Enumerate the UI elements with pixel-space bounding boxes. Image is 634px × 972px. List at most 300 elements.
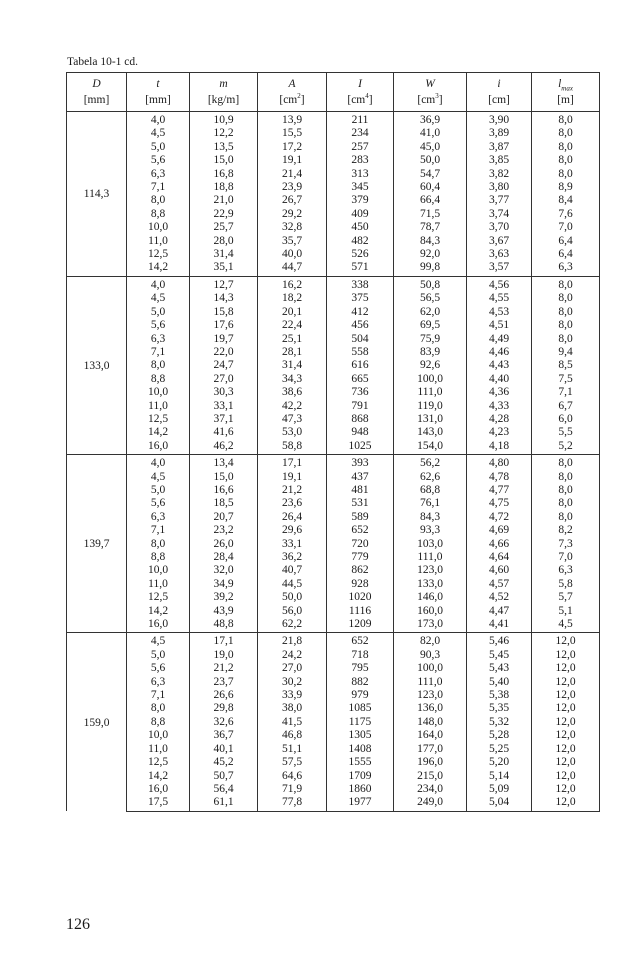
thickness-cell: 6,3 [127,676,190,689]
gyration-cell: 3,70 [467,221,532,234]
table-row [67,373,600,386]
max-length-cell: 8,0 [532,168,600,181]
mass-cell: 13,4 [190,455,258,471]
inertia-cell: 779 [327,551,394,564]
thickness-cell: 6,3 [127,511,190,524]
max-length-cell: 9,4 [532,346,600,359]
mass-cell: 48,8 [190,618,258,633]
mass-cell: 25,7 [190,221,258,234]
max-length-cell: 8,0 [532,471,600,484]
inertia-cell: 948 [327,426,394,439]
table-row [67,306,600,319]
thickness-cell: 5,6 [127,662,190,675]
inertia-cell: 283 [327,154,394,167]
inertia-cell: 504 [327,333,394,346]
table-row [67,729,600,742]
table-row [67,319,600,332]
page-number: 126 [66,916,90,933]
table-row [67,400,600,413]
modulus-cell: 62,0 [394,306,467,319]
max-length-cell: 8,0 [532,306,600,319]
thickness-cell: 4,5 [127,633,190,649]
mass-cell: 13,5 [190,141,258,154]
mass-cell: 46,2 [190,440,258,455]
table-row [67,413,600,426]
gyration-cell: 5,45 [467,649,532,662]
inertia-cell: 736 [327,386,394,399]
area-cell: 23,9 [258,181,327,194]
thickness-cell: 8,8 [127,208,190,221]
area-cell: 13,9 [258,112,327,128]
modulus-cell: 160,0 [394,605,467,618]
inertia-cell: 652 [327,524,394,537]
gyration-cell: 4,60 [467,564,532,577]
thickness-cell: 5,0 [127,649,190,662]
max-length-cell: 8,0 [532,333,600,346]
modulus-cell: 84,3 [394,511,467,524]
inertia-cell: 558 [327,346,394,359]
mass-cell: 12,7 [190,276,258,292]
modulus-cell: 68,8 [394,484,467,497]
max-length-cell: 12,0 [532,702,600,715]
mass-cell: 16,8 [190,168,258,181]
max-length-cell: 8,0 [532,276,600,292]
diameter-cell: 114,3 [67,112,127,277]
thickness-cell: 7,1 [127,346,190,359]
mass-cell: 18,5 [190,497,258,510]
max-length-cell: 8,0 [532,112,600,128]
header-area: A $[cm^2]$ [258,73,327,112]
gyration-cell: 4,69 [467,524,532,537]
thickness-cell: 16,0 [127,783,190,796]
area-cell: 29,6 [258,524,327,537]
table-row [67,235,600,248]
thickness-cell: 5,6 [127,154,190,167]
table-row [67,605,600,618]
thickness-cell: 7,1 [127,524,190,537]
mass-cell: 21,0 [190,194,258,207]
max-length-cell: 4,5 [532,618,600,633]
gyration-cell: 4,43 [467,359,532,372]
mass-cell: 21,2 [190,662,258,675]
area-cell: 41,5 [258,716,327,729]
modulus-cell: 56,2 [394,455,467,471]
gyration-cell: 5,43 [467,662,532,675]
inertia-cell: 1085 [327,702,394,715]
thickness-cell: 12,5 [127,591,190,604]
mass-cell: 18,8 [190,181,258,194]
modulus-cell: 50,8 [394,276,467,292]
inertia-cell: 526 [327,248,394,261]
area-cell: 40,0 [258,248,327,261]
mass-cell: 19,0 [190,649,258,662]
modulus-cell: 154,0 [394,440,467,455]
inertia-cell: 791 [327,400,394,413]
mass-cell: 22,0 [190,346,258,359]
gyration-cell: 3,77 [467,194,532,207]
area-cell: 20,1 [258,306,327,319]
modulus-cell: 196,0 [394,756,467,769]
mass-cell: 32,6 [190,716,258,729]
table-row [67,248,600,261]
max-length-cell: 6,7 [532,400,600,413]
table-row [67,359,600,372]
area-cell: 46,8 [258,729,327,742]
max-length-cell: 12,0 [532,743,600,756]
inertia-cell: 720 [327,538,394,551]
gyration-cell: 5,28 [467,729,532,742]
area-cell: 77,8 [258,796,327,811]
pipe-properties-table [66,72,600,812]
mass-cell: 33,1 [190,400,258,413]
header-max-length: $l_{max}$ [m] [532,73,600,112]
mass-cell: 56,4 [190,783,258,796]
max-length-cell: 8,9 [532,181,600,194]
thickness-cell: 11,0 [127,400,190,413]
max-length-cell: 5,5 [532,426,600,439]
table-row [67,386,600,399]
max-length-cell: 7,1 [532,386,600,399]
mass-cell: 41,6 [190,426,258,439]
table-caption: Tabela 10-1 cd. [67,56,139,68]
max-length-cell: 7,3 [532,538,600,551]
inertia-cell: 313 [327,168,394,181]
thickness-cell: 14,2 [127,605,190,618]
max-length-cell: 6,3 [532,261,600,276]
modulus-cell: 100,0 [394,373,467,386]
thickness-cell: 12,5 [127,413,190,426]
table-row [67,689,600,702]
gyration-cell: 3,74 [467,208,532,221]
modulus-cell: 45,0 [394,141,467,154]
modulus-cell: 146,0 [394,591,467,604]
mass-cell: 26,0 [190,538,258,551]
gyration-cell: 4,53 [467,306,532,319]
gyration-cell: 4,64 [467,551,532,564]
inertia-cell: 1977 [327,796,394,811]
max-length-cell: 8,0 [532,511,600,524]
area-cell: 22,4 [258,319,327,332]
inertia-cell: 379 [327,194,394,207]
gyration-cell: 5,04 [467,796,532,811]
area-cell: 21,4 [258,168,327,181]
max-length-cell: 7,5 [532,373,600,386]
mass-cell: 61,1 [190,796,258,811]
area-cell: 21,8 [258,633,327,649]
inertia-cell: 393 [327,455,394,471]
table-row [67,591,600,604]
mass-cell: 23,2 [190,524,258,537]
inertia-cell: 1175 [327,716,394,729]
max-length-cell: 8,4 [532,194,600,207]
table-row [67,440,600,455]
gyration-cell: 4,49 [467,333,532,346]
gyration-cell: 3,87 [467,141,532,154]
modulus-cell: 90,3 [394,649,467,662]
thickness-cell: 11,0 [127,743,190,756]
thickness-cell: 7,1 [127,689,190,702]
thickness-cell: 7,1 [127,181,190,194]
header-section-modulus: W $[cm^3]$ [394,73,467,112]
thickness-cell: 8,0 [127,194,190,207]
max-length-cell: 7,0 [532,221,600,234]
inertia-cell: 456 [327,319,394,332]
gyration-cell: 4,66 [467,538,532,551]
max-length-cell: 8,0 [532,127,600,140]
area-cell: 26,7 [258,194,327,207]
area-cell: 56,0 [258,605,327,618]
max-length-cell: 8,0 [532,292,600,305]
mass-cell: 29,8 [190,702,258,715]
area-cell: 23,6 [258,497,327,510]
area-cell: 64,6 [258,770,327,783]
mass-cell: 15,0 [190,154,258,167]
table-row [67,564,600,577]
max-length-cell: 12,0 [532,729,600,742]
gyration-cell: 3,89 [467,127,532,140]
inertia-cell: 481 [327,484,394,497]
inertia-cell: 1709 [327,770,394,783]
area-cell: 16,2 [258,276,327,292]
mass-cell: 20,7 [190,511,258,524]
table-row [67,702,600,715]
mass-cell: 31,4 [190,248,258,261]
table-row [67,676,600,689]
area-cell: 15,5 [258,127,327,140]
modulus-cell: 173,0 [394,618,467,633]
mass-cell: 39,2 [190,591,258,604]
table-row [67,716,600,729]
mass-cell: 30,3 [190,386,258,399]
max-length-cell: 8,5 [532,359,600,372]
mass-cell: 45,2 [190,756,258,769]
inertia-cell: 928 [327,578,394,591]
header-thickness: t [mm] [127,73,190,112]
mass-cell: 35,1 [190,261,258,276]
mass-cell: 28,4 [190,551,258,564]
area-cell: 40,7 [258,564,327,577]
gyration-cell: 5,14 [467,770,532,783]
mass-cell: 32,0 [190,564,258,577]
gyration-cell: 4,47 [467,605,532,618]
modulus-cell: 92,0 [394,248,467,261]
modulus-cell: 234,0 [394,783,467,796]
modulus-cell: 136,0 [394,702,467,715]
thickness-cell: 8,8 [127,551,190,564]
thickness-cell: 10,0 [127,729,190,742]
inertia-cell: 882 [327,676,394,689]
modulus-cell: 148,0 [394,716,467,729]
mass-cell: 15,0 [190,471,258,484]
modulus-cell: 100,0 [394,662,467,675]
max-length-cell: 5,2 [532,440,600,455]
modulus-cell: 123,0 [394,689,467,702]
area-cell: 18,2 [258,292,327,305]
table-row [67,524,600,537]
gyration-cell: 3,57 [467,261,532,276]
header-radius-of-gyration: i [cm] [467,73,532,112]
modulus-cell: 83,9 [394,346,467,359]
modulus-cell: 99,8 [394,261,467,276]
thickness-cell: 14,2 [127,426,190,439]
thickness-cell: 4,0 [127,112,190,128]
mass-cell: 16,6 [190,484,258,497]
inertia-cell: 412 [327,306,394,319]
gyration-cell: 4,51 [467,319,532,332]
table-row [67,633,600,649]
table-body [67,112,600,812]
modulus-cell: 60,4 [394,181,467,194]
inertia-cell: 979 [327,689,394,702]
modulus-cell: 78,7 [394,221,467,234]
thickness-cell: 16,0 [127,440,190,455]
table-row [67,578,600,591]
table-row [67,154,600,167]
table-row [67,618,600,633]
max-length-cell: 8,0 [532,484,600,497]
inertia-cell: 1408 [327,743,394,756]
inertia-cell: 450 [327,221,394,234]
modulus-cell: 76,1 [394,497,467,510]
table-row [67,168,600,181]
mass-cell: 27,0 [190,373,258,386]
diameter-cell: 139,7 [67,455,127,633]
thickness-cell: 8,8 [127,373,190,386]
area-cell: 31,4 [258,359,327,372]
max-length-cell: 8,0 [532,319,600,332]
max-length-cell: 12,0 [532,770,600,783]
thickness-cell: 12,5 [127,756,190,769]
modulus-cell: 111,0 [394,386,467,399]
gyration-cell: 4,56 [467,276,532,292]
gyration-cell: 3,82 [467,168,532,181]
header-row [67,73,600,112]
mass-cell: 43,9 [190,605,258,618]
inertia-cell: 531 [327,497,394,510]
modulus-cell: 93,3 [394,524,467,537]
modulus-cell: 133,0 [394,578,467,591]
modulus-cell: 66,4 [394,194,467,207]
max-length-cell: 6,3 [532,564,600,577]
gyration-cell: 4,40 [467,373,532,386]
gyration-cell: 5,40 [467,676,532,689]
diameter-cell: 159,0 [67,633,127,811]
thickness-cell: 14,2 [127,770,190,783]
mass-cell: 24,7 [190,359,258,372]
thickness-cell: 14,2 [127,261,190,276]
inertia-cell: 437 [327,471,394,484]
max-length-cell: 6,4 [532,248,600,261]
gyration-cell: 4,78 [467,471,532,484]
inertia-cell: 211 [327,112,394,128]
table-row [67,221,600,234]
thickness-cell: 10,0 [127,221,190,234]
modulus-cell: 131,0 [394,413,467,426]
table-row [67,783,600,796]
thickness-cell: 11,0 [127,578,190,591]
thickness-cell: 6,3 [127,333,190,346]
area-cell: 27,0 [258,662,327,675]
inertia-cell: 338 [327,276,394,292]
table-row [67,276,600,292]
modulus-cell: 56,5 [394,292,467,305]
gyration-cell: 4,57 [467,578,532,591]
inertia-cell: 1020 [327,591,394,604]
table-row [67,333,600,346]
gyration-cell: 4,46 [467,346,532,359]
modulus-cell: 103,0 [394,538,467,551]
mass-cell: 14,3 [190,292,258,305]
modulus-cell: 215,0 [394,770,467,783]
area-cell: 30,2 [258,676,327,689]
area-cell: 38,6 [258,386,327,399]
table-row [67,141,600,154]
diameter-cell: 133,0 [67,276,127,454]
inertia-cell: 1860 [327,783,394,796]
thickness-cell: 6,3 [127,168,190,181]
table-row [67,127,600,140]
max-length-cell: 5,8 [532,578,600,591]
area-cell: 71,9 [258,783,327,796]
gyration-cell: 4,75 [467,497,532,510]
mass-cell: 37,1 [190,413,258,426]
thickness-cell: 4,0 [127,276,190,292]
inertia-cell: 616 [327,359,394,372]
max-length-cell: 8,0 [532,497,600,510]
gyration-cell: 4,23 [467,426,532,439]
inertia-cell: 862 [327,564,394,577]
modulus-cell: 249,0 [394,796,467,811]
max-length-cell: 12,0 [532,689,600,702]
table-row [67,538,600,551]
gyration-cell: 3,90 [467,112,532,128]
inertia-cell: 345 [327,181,394,194]
area-cell: 33,9 [258,689,327,702]
area-cell: 44,5 [258,578,327,591]
inertia-cell: 1305 [327,729,394,742]
mass-cell: 26,6 [190,689,258,702]
gyration-cell: 4,41 [467,618,532,633]
thickness-cell: 5,0 [127,141,190,154]
thickness-cell: 8,8 [127,716,190,729]
modulus-cell: 177,0 [394,743,467,756]
modulus-cell: 143,0 [394,426,467,439]
gyration-cell: 5,38 [467,689,532,702]
inertia-cell: 1116 [327,605,394,618]
max-length-cell: 12,0 [532,662,600,675]
thickness-cell: 8,0 [127,359,190,372]
table-row [67,484,600,497]
thickness-cell: 4,5 [127,127,190,140]
max-length-cell: 12,0 [532,676,600,689]
modulus-cell: 36,9 [394,112,467,128]
modulus-cell: 54,7 [394,168,467,181]
gyration-cell: 3,80 [467,181,532,194]
max-length-cell: 5,1 [532,605,600,618]
max-length-cell: 6,4 [532,235,600,248]
table-row [67,261,600,276]
inertia-cell: 482 [327,235,394,248]
table-row [67,194,600,207]
gyration-cell: 3,63 [467,248,532,261]
mass-cell: 15,8 [190,306,258,319]
gyration-cell: 5,20 [467,756,532,769]
header-diameter: D [mm] [67,73,127,112]
area-cell: 24,2 [258,649,327,662]
max-length-cell: 12,0 [532,783,600,796]
mass-cell: 17,6 [190,319,258,332]
gyration-cell: 4,55 [467,292,532,305]
